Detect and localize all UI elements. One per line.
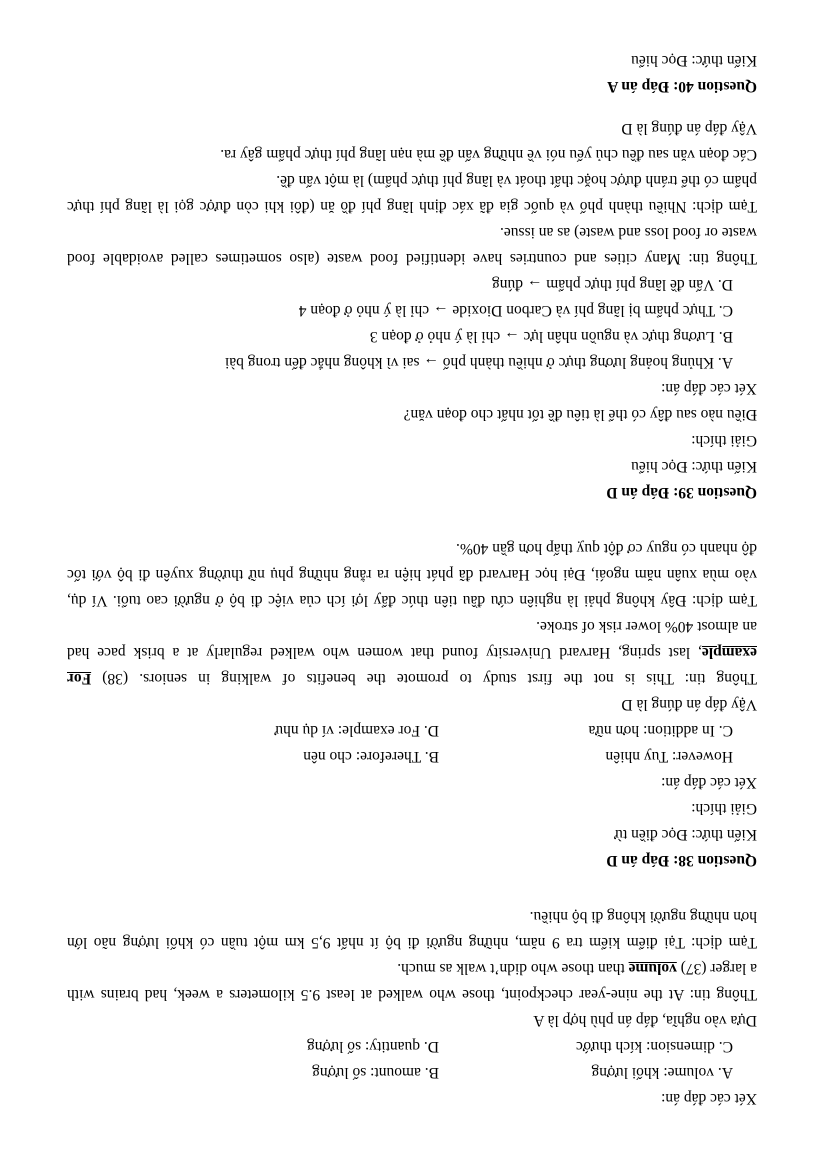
q38-options-row-1 <box>67 743 757 769</box>
q39-option-c: C. Thực phẩm bị lãng phí và Carbon Dioxide → chỉ là ý nhỏ ở đoạn 4 <box>298 302 733 319</box>
q37-options-row-1 <box>67 1059 757 1085</box>
q37-thong-tin-line-2 <box>67 955 757 981</box>
q39-tam-dich-line-1: Tạm dịch: Nhiều thành phố và quốc gia đã xác định lãng phí đồ ăn (đôi khi còn được gọi là lãng phí thực <box>67 198 757 215</box>
q38-kien-thuc: Kiến thức: Đọc điền từ <box>614 826 757 843</box>
q39-option-a: A. Khủng hoảng lương thực ở nhiều thành phố → sai vì không nhắc đến trong bài <box>224 354 733 371</box>
q38-xet-cac-dap-an: Xét các đáp án: <box>661 774 757 791</box>
q38-conclusion: Vậy đáp án đúng là D <box>621 696 757 713</box>
q38-option-b: B. Therefore: cho nên <box>303 748 439 765</box>
q37-thong-tin-prefix: a larger (37) <box>676 960 757 977</box>
q39-thong-tin-line-2: waste or food loss and waste) as an issue. <box>500 224 757 241</box>
q38-options-row-2 <box>67 717 757 743</box>
q37-conclusion: Dựa vào nghĩa, đáp án phù hợp là A <box>533 1012 757 1029</box>
q38-tam-dich-line-3: độ nhanh có nguy cơ đột quỵ thấp hơn gần 40%. <box>456 540 757 557</box>
q38-tam-dich-line-2: vào mùa xuân năm ngoái, Đại học Harvard đã phát hiện ra rằng những phụ nữ thường xuyên đi bộ với tốc <box>67 566 757 583</box>
q37-answer-word: volume <box>628 960 677 977</box>
q38-option-a: However: Tuy nhiên <box>605 748 733 765</box>
q39-giai-thich: Giải thích: <box>691 432 757 449</box>
q38-thong-tin-line-1 <box>67 665 757 691</box>
q38-tam-dich-line-1: Tạm dịch: Đây không phải là nghiên cứu đầu tiên thúc đẩy lợi ích của việc đi bộ ở người cao tuổi. Ví dụ, <box>67 592 757 609</box>
q40-kien-thuc: Kiến thức: Đọc hiểu <box>631 52 757 69</box>
q37-xet-cac-dap-an: Xét các đáp án: <box>661 1090 757 1107</box>
q38-answer-word-2: example <box>701 644 757 661</box>
q38-option-d: D. For example: ví dụ như <box>274 722 439 739</box>
q37-thong-tin-suffix: than those who didn’t walk as much. <box>397 960 629 977</box>
q39-kien-thuc: Kiến thức: Đọc hiểu <box>631 458 757 475</box>
q37-option-a: A. volume: khối lượng <box>591 1064 733 1081</box>
q38-giai-thich: Giải thích: <box>691 800 757 817</box>
q39-thong-tin-line-1: Thông tin: Many cities and countries have identified food waste (also sometimes called avoidable food <box>67 250 757 267</box>
q37-thong-tin-line-1: Thông tin: At the nine-year checkpoint, those who walked at least 9.5 kilometers a week, had brains with <box>67 986 757 1003</box>
q38-answer-word-1: For <box>67 670 92 687</box>
q39-summary: Các đoạn văn sau đều chủ yếu nói về những vấn đề mà nạn lãng phí thực phẩm gây ra. <box>220 146 757 163</box>
q40-heading: Question 40: Đáp án A <box>607 78 757 95</box>
q39-conclusion: Vậy đáp án đúng là D <box>621 120 757 137</box>
q37-tam-dich-line-1: Tạm dịch: Tại điểm kiểm tra 9 năm, những người đi bộ ít nhất 9,5 km một tuần có khối lượng não lớn <box>67 934 757 951</box>
q37-option-c: C. dimension: kích thước <box>576 1038 733 1055</box>
q38-thong-tin-suffix: , last spring, Harvard University found that women who walked regularly at a brisk pace had <box>67 644 702 661</box>
q38-option-c: C. In addition: hơn nữa <box>588 722 733 739</box>
q37-options-row-2 <box>67 1033 757 1059</box>
q38-thong-tin-prefix: Thông tin: This is not the first study to promote the benefits of walking in seniors. (38) <box>91 670 757 687</box>
q37-option-d: D. quantity: số lượng <box>307 1038 439 1055</box>
q37-tam-dich-line-2: hơn những người không đi bộ nhiều. <box>529 908 757 925</box>
q39-question: Điều nào sau đây có thể là tiêu đề tốt nhất cho đoạn văn? <box>403 406 757 423</box>
q39-xet-cac-dap-an: Xét các đáp án: <box>661 380 757 397</box>
q38-thong-tin-line-2 <box>67 639 757 665</box>
q38-thong-tin-line-3: an almost 40% lower risk of stroke. <box>536 618 757 635</box>
q37-option-b: B. amount: số lượng <box>312 1064 439 1081</box>
q39-option-b: B. Lương thực và nguồn nhân lực → chỉ là ý nhỏ ở đoạn 3 <box>369 328 733 345</box>
document-content <box>67 47 757 1111</box>
q38-heading: Question 38: Đáp án D <box>606 852 757 869</box>
q39-option-d: D. Vấn đề lãng phí thực phẩm → đúng <box>491 276 733 293</box>
q39-tam-dich-line-2: phẩm có thể tránh được hoặc thất thoát và lãng phí thực phẩm) là một vấn đề. <box>276 172 757 189</box>
q39-heading: Question 39: Đáp án D <box>606 484 757 501</box>
